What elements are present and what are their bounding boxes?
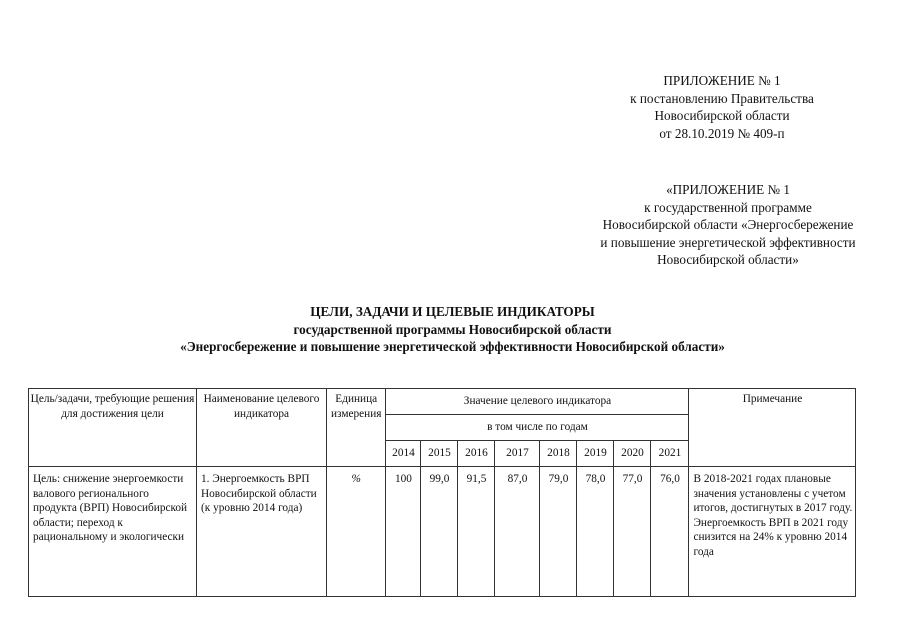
appendix-program-line: Новосибирской области «Энергосбережение [602, 217, 854, 232]
header-by-years: в том числе по годам [386, 415, 689, 441]
value-cell: 76,0 [651, 467, 689, 597]
appendix-program-line: «ПРИЛОЖЕНИЕ № 1 [666, 182, 790, 197]
value-cell: 99,0 [421, 467, 458, 597]
header-year: 2016 [458, 441, 495, 467]
document-heading [0, 303, 905, 356]
header-year: 2015 [421, 441, 458, 467]
heading-program-name: «Энергосбережение и повышение энергетической эффективности Новосибирской области» [180, 339, 725, 354]
value-cell: 91,5 [458, 467, 495, 597]
appendix-decree-line: Новосибирской области [654, 108, 790, 123]
header-year: 2018 [540, 441, 577, 467]
unit-cell: % [327, 467, 386, 597]
appendix-decree-line: к постановлению Правительства [630, 90, 814, 106]
goal-cell: Цель: снижение энергоемкости валового регионального продукта (ВРП) Новосибирской области; переход к рациональному и экологически [29, 467, 197, 597]
appendix-decree-block [612, 72, 832, 142]
value-cell: 79,0 [540, 467, 577, 597]
header-year: 2019 [577, 441, 614, 467]
value-cell: 87,0 [495, 467, 540, 597]
heading-subtitle: государственной программы Новосибирской области [293, 321, 612, 337]
header-note: Примечание [689, 389, 856, 467]
header-unit: Единица измерения [327, 389, 386, 467]
value-cell: 78,0 [577, 467, 614, 597]
header-goal: Цель/задачи, требующие решения для достижения цели [29, 389, 197, 467]
value-cell: 100 [386, 467, 421, 597]
indicator-cell: 1. Энергоемкость ВРП Новосибирской области (к уровню 2014 года) [197, 467, 327, 597]
table-row [29, 467, 856, 597]
appendix-program-block [578, 181, 878, 269]
appendix-decree-line: от 28.10.2019 № 409-п [659, 125, 785, 141]
appendix-program-line: к государственной программе [644, 199, 812, 215]
note-cell: В 2018-2021 годах плановые значения установлены с учетом итогов, достигнутых в 2017 году. Энергоемкость ВРП в 2021 году снизится на 24% к уровню 2014 года [689, 467, 856, 597]
header-year: 2017 [495, 441, 540, 467]
header-indicator: Наименование целевого индикатора [197, 389, 327, 467]
appendix-decree-line: ПРИЛОЖЕНИЕ № 1 [663, 73, 781, 88]
appendix-program-line: и повышение энергетической эффективности [600, 234, 856, 250]
heading-title: ЦЕЛИ, ЗАДАЧИ И ЦЕЛЕВЫЕ ИНДИКАТОРЫ [310, 304, 595, 319]
header-year: 2021 [651, 441, 689, 467]
targets-table [28, 388, 856, 597]
header-value: Значение целевого индикатора [386, 389, 689, 415]
header-year: 2014 [386, 441, 421, 467]
appendix-program-line: Новосибирской области» [657, 252, 799, 267]
value-cell: 77,0 [614, 467, 651, 597]
header-year: 2020 [614, 441, 651, 467]
